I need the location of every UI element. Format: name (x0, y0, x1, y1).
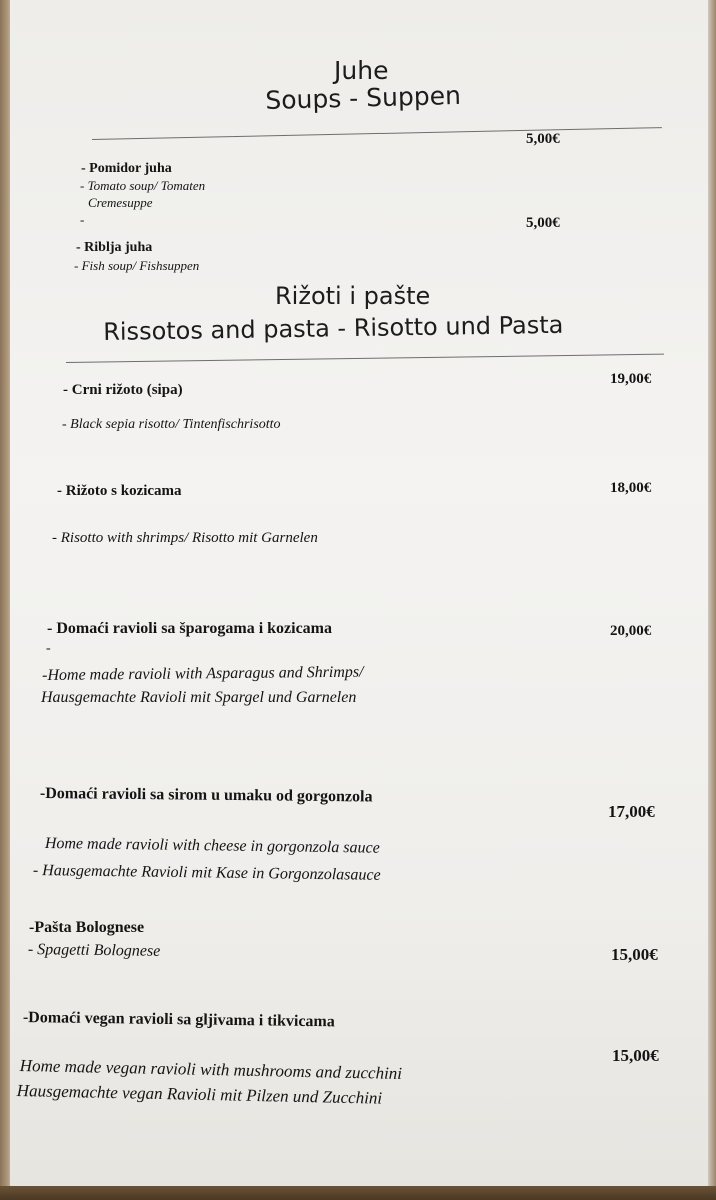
dash-mark: - (46, 641, 51, 656)
dish-desc: -Home made ravioli with Asparagus and Shrimps/ (42, 663, 364, 684)
dish-price: 15,00€ (612, 1046, 659, 1065)
dish-price: 15,00€ (611, 945, 658, 964)
dish-desc: Hausgemachte vegan Ravioli mit Pilzen und Zucchini (16, 1081, 383, 1108)
dish-price: 18,00€ (610, 480, 652, 496)
soup-desc: Cremesuppe (88, 195, 153, 210)
dish-name: -Domaći vegan ravioli sa gljivama i tikvicama (22, 1009, 335, 1031)
soup-desc: - Tomato soup/ Tomaten (80, 178, 206, 193)
dish-name: -Pašta Bolognese (29, 919, 145, 936)
table-edge (0, 1186, 716, 1200)
dish-name: - Domaći ravioli sa šparogama i kozicama (47, 620, 333, 637)
dish-price: 20,00€ (610, 623, 652, 639)
dish-desc: - Black sepia risotto/ Tintenfischrisotto (62, 417, 281, 432)
dish-desc: Home made vegan ravioli with mushrooms and zucchini (19, 1056, 403, 1084)
dish-price: 17,00€ (608, 802, 655, 821)
risotto-subtitle: Rissotos and pasta - Risotto und Pasta (103, 310, 564, 346)
dish-name: -Domaći ravioli sa sirom u umaku od gorgonzola (39, 785, 373, 806)
dish-desc: - Spagetti Bolognese (27, 941, 161, 960)
dish-desc: Home made ravioli with cheese in gorgonzola sauce (44, 835, 380, 857)
dish-price: 19,00€ (610, 371, 652, 387)
soup-name: - Riblja juha (76, 240, 153, 255)
dish-desc: - Hausgemachte Ravioli mit Kase in Gorgonzolasauce (32, 862, 381, 884)
soups-subtitle: Soups - Suppen (265, 80, 462, 115)
soup-price: 5,00€ (526, 131, 560, 147)
dish-desc: - Risotto with shrimps/ Risotto mit Garnelen (52, 530, 318, 546)
soup-desc: - Fish soup/ Fishsuppen (74, 258, 200, 273)
soup-name: - Pomidor juha (81, 161, 172, 176)
risotto-title: Rižoti i pašte (275, 282, 431, 310)
dish-name: - Rižoto s kozicama (57, 483, 182, 499)
soups-title: Juhe (334, 56, 389, 85)
dash-mark: - (80, 212, 85, 227)
soup-price: 5,00€ (526, 215, 560, 231)
dish-desc: Hausgemachte Ravioli mit Spargel und Garnelen (41, 689, 357, 706)
dish-name: - Crni rižoto (sipa) (63, 382, 183, 398)
